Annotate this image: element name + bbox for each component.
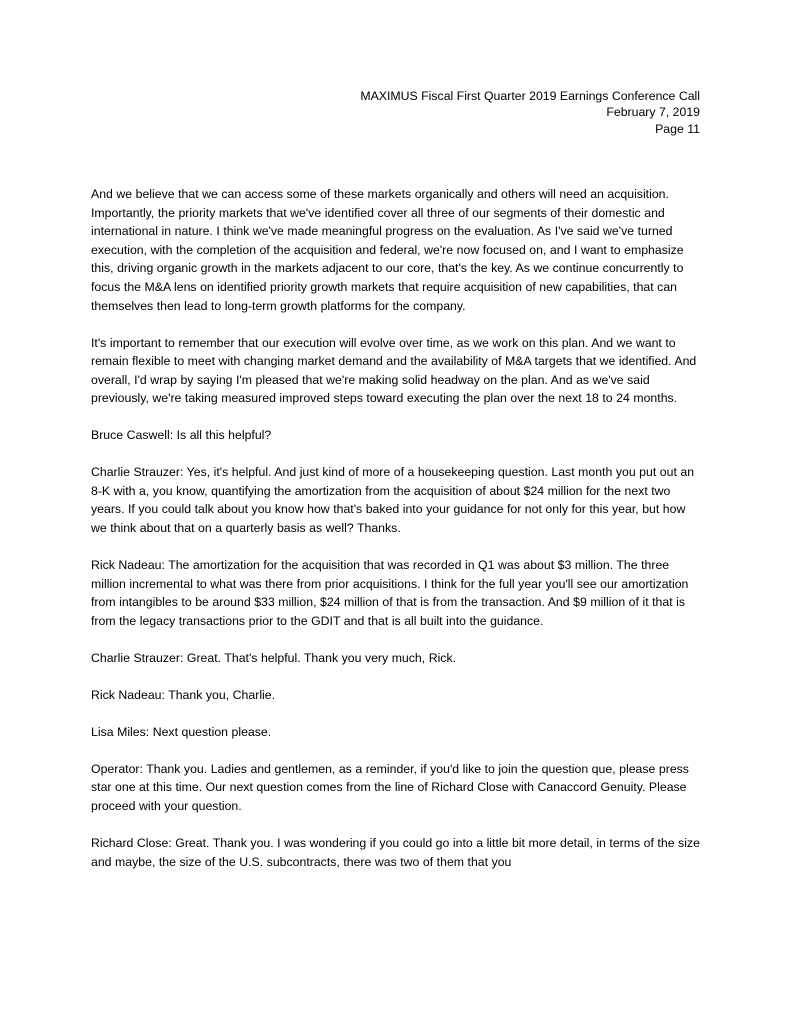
header-title-line: MAXIMUS Fiscal First Quarter 2019 Earnings Conference Call	[360, 89, 700, 103]
document-body	[91, 185, 703, 871]
header-page-number: Page 11	[655, 121, 700, 136]
paragraph: Richard Close: Great. Thank you. I was wondering if you could go into a little bit more detail, in terms of the size and maybe, the size of the U.S. subcontracts, there was two of them that you	[91, 835, 700, 869]
paragraph: Charlie Strauzer: Yes, it's helpful. And just kind of more of a housekeeping question. Last month you put out an 8-K with a, you know, quantifying the amortization from the acquisition of about $24 million for the next two years. If you could talk about you know how that's baked into your guidance for not only for this year, but how we think about that on a quarterly basis as well? Thanks.	[91, 465, 695, 536]
paragraph: Rick Nadeau: Thank you, Charlie.	[91, 687, 276, 702]
paragraph: Charlie Strauzer: Great. That's helpful. Thank you very much, Rick.	[91, 650, 457, 665]
paragraph: It's important to remember that our execution will evolve over time, as we work on this plan. And we want to remain flexible to meet with changing market demand and the availability of M&A targets that we identified. And overall, I'd wrap by saying I'm pleased that we're making solid headway on the plan. And as we've said previously, we're taking measured improved steps toward executing the plan over the next 18 to 24 months.	[91, 335, 697, 406]
page-header	[360, 88, 700, 137]
paragraph: Rick Nadeau: The amortization for the acquisition that was recorded in Q1 was about $3 million. The three million incremental to what was there from prior acquisitions. I think for the full year you'll see our amortization from intangibles to be around $33 million, $24 million of that is from the transaction. And $9 million of it that is from the legacy transactions prior to the GDIT and that is all built into the guidance.	[91, 558, 689, 628]
paragraph: And we believe that we can access some of these markets organically and others will need an acquisition. Importantly, the priority markets that we've identified cover all three of our segments of their domestic and international in nature. I think we've made meaningful progress on the evaluation. As I've said we've turned execution, with the completion of the acquisition and federal, we're now focused on, and I want to emphasize this, driving organic growth in the markets adjacent to our core, that's the key. As we continue concurrently to focus the M&A lens on identified priority growth markets that require acquisition of new capabilities, that can themselves then lead to long-term growth platforms for the company.	[91, 187, 684, 313]
paragraph: Operator: Thank you. Ladies and gentlemen, as a reminder, if you'd like to join the question que, please press star one at this time. Our next question comes from the line of Richard Close with Canaccord Genuity. Please proceed with your question.	[91, 761, 689, 813]
paragraph: Bruce Caswell: Is all this helpful?	[91, 428, 272, 443]
paragraph: Lisa Miles: Next question please.	[91, 724, 272, 739]
header-date-line: February 7, 2019	[606, 105, 700, 120]
